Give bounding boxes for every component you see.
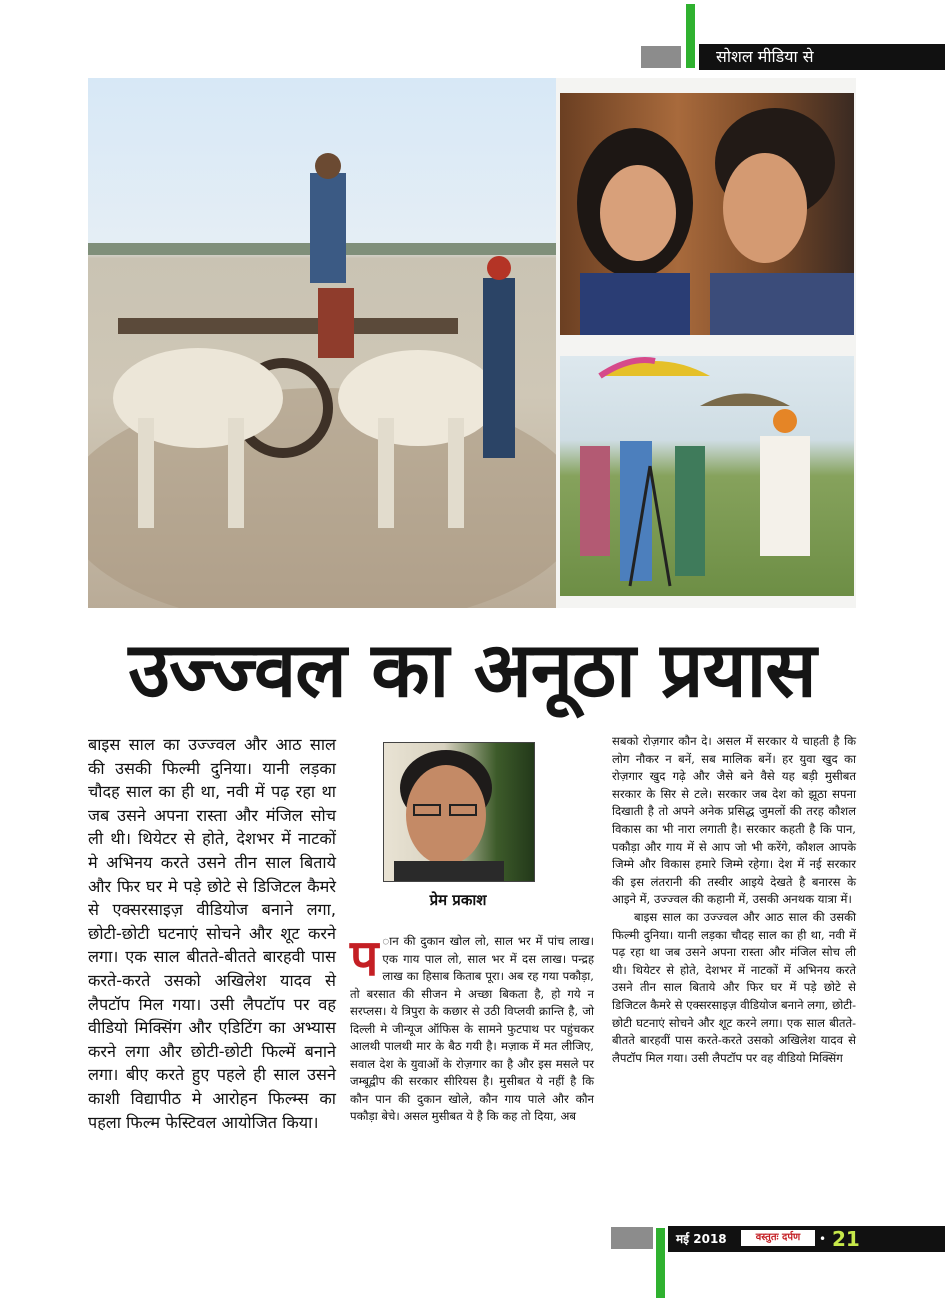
header-gray-block	[641, 46, 681, 68]
left-paragraph: बाइस साल का उज्ज्वल और आठ साल की उसकी फिल्मी दुनिया। यानी लड़का चौदह साल का ही था, नवी में पढ़ रहा था जब उसने अपना रास्ता और मंजिल सोच ली थी। थियेटर से होते, देशभर में नाटकों मे अभिनय करते उसने तीन साल बिताये और फिर घर मे पड़े छोटे से डिजिटल कैमरे से एक्सरसाइज़ वीडियोज बनाने लगा, छोटी-छोटी घटनाएं सोचने और शूट करने लगा। एक साल बीतते-बीतते बारहवी पास करते-करते उसको अखिलेश यादव से लैपटॉप मिल गया। उसी लैपटॉप पर वह वीडियो मिक्सिंग और एडिटिंग का अभ्यास करने लगा और छोटी-छोटी फिल्में बनाने लगा। बीए करते हुए पहले ही साल उसने काशी विद्यापीठ मे आरोहन फिल्म्स का पहला फिल्म फेस्टिवल आयोजित किया।	[88, 735, 336, 1132]
author-photo	[383, 742, 535, 882]
bullock-cart-illustration	[88, 78, 556, 608]
section-label: सोशल मीडिया से	[716, 47, 814, 66]
right-paragraph-1: सबको रोज़गार कौन दे। असल में सरकार ये चाहती है कि लोग नौकर न बनें, सब मालिक बनें। हर युवा खुद का रोज़गार खुद गढ़े और जैसे बने वैसे यह बड़ी मुसीबत सरकार के सिर से टले। सरकार जब देश को झूठा सपना दिखाती है तो अपने अनेक प्रसिद्ध जुमलों की तरह कौशल विकास का भी नारा लगाती है। सरकार कहती है कि पान, पकौड़ा और गाय में से आप जो भी करेंगे, कौशल आपके जिम्मे और विकास हमारे जिम्मे रहेगा। देश में नई सरकार की इस लंतरानी की तस्वीर आइये देखते है बनारस के आइने में, उज्ज्वल की कहानी में, उसकी अनथक यात्रा में।	[612, 734, 856, 907]
right-paragraph-2: बाइस साल का उज्ज्वल और आठ साल की उसकी फिल्मी दुनिया। यानी लड़का चौदह साल का ही था, नवी में पढ़ रहा था जब उसने अपना रास्ता और मंजिल सोच ली थी। थियेटर से होते, देशभर में नाटकों में अभिनय करते उसने तीन साल बिताये और फिर घर में पड़े छोटे से डिजिटल कैमरे से एक्सरसाइज़ वीडियोज बनाने लगा, छोटी-छोटी घटनाएं सोचने और शूट करने लगा। एक साल बीतते-बीतते बारहवीं पास करते-करते उसको अखिलेश यादव से लैपटॉप मिल गया। उसी लैपटॉप पर वह वीडियो मिक्सिंग	[612, 909, 856, 1065]
couple-illustration	[560, 93, 854, 335]
footer-bullet: •	[819, 1232, 827, 1246]
middle-column	[350, 929, 594, 1126]
footer-green-bar	[656, 1228, 665, 1298]
header-green-bar	[686, 4, 695, 68]
author-portrait-illustration	[384, 743, 534, 881]
drop-cap: प	[350, 929, 379, 987]
left-column	[88, 733, 336, 1134]
author-name: प्रेम प्रकाश	[429, 891, 487, 909]
page-number: 21	[832, 1227, 860, 1251]
right-column	[612, 733, 856, 1067]
footer-gray-block	[611, 1227, 653, 1249]
headline: उज्ज्वल का अनूठा प्रयास	[128, 625, 816, 714]
magazine-logo: वस्तुतः दर्पण	[741, 1230, 815, 1246]
middle-text: ान की दुकान खोल लो, साल भर में पांच लाख। एक गाय पाल लो, साल भर में दस लाख। पन्द्रह लाख का हिसाब किताब पूरा। अब रह गया पकौड़ा, तो बरसात की सीजन मे अच्छा बिकता है, हो गये न सरप्लस। ये त्रिपुरा के कछार से उठी विप्लवी क्रान्ति है, जो दिल्ली मे जीन्यूज ऑफिस के सामने फुटपाथ पर पहुंचकर आलथी पालथी मार के बैठ गयी है। मज़ाक में मत लीजिए, सवाल देश के युवाओं के रोज़गार का है और इस मसले पर जम्बूद्वीप की सरकार सीरियस है। मुसीबत ये नहीं है कि कौन पान की दुकान खोले, कौन गाय पाले और कौन पकौड़ा बेचे। असल मुसीबत ये है कि कह तो दिया, अब	[350, 934, 594, 1123]
photo-bullock-cart	[88, 78, 556, 608]
photo-couple	[560, 93, 854, 335]
photo-film-crew	[560, 356, 854, 596]
film-crew-illustration	[560, 356, 854, 596]
issue-date: मई 2018	[676, 1232, 727, 1246]
middle-paragraph	[350, 929, 594, 1126]
